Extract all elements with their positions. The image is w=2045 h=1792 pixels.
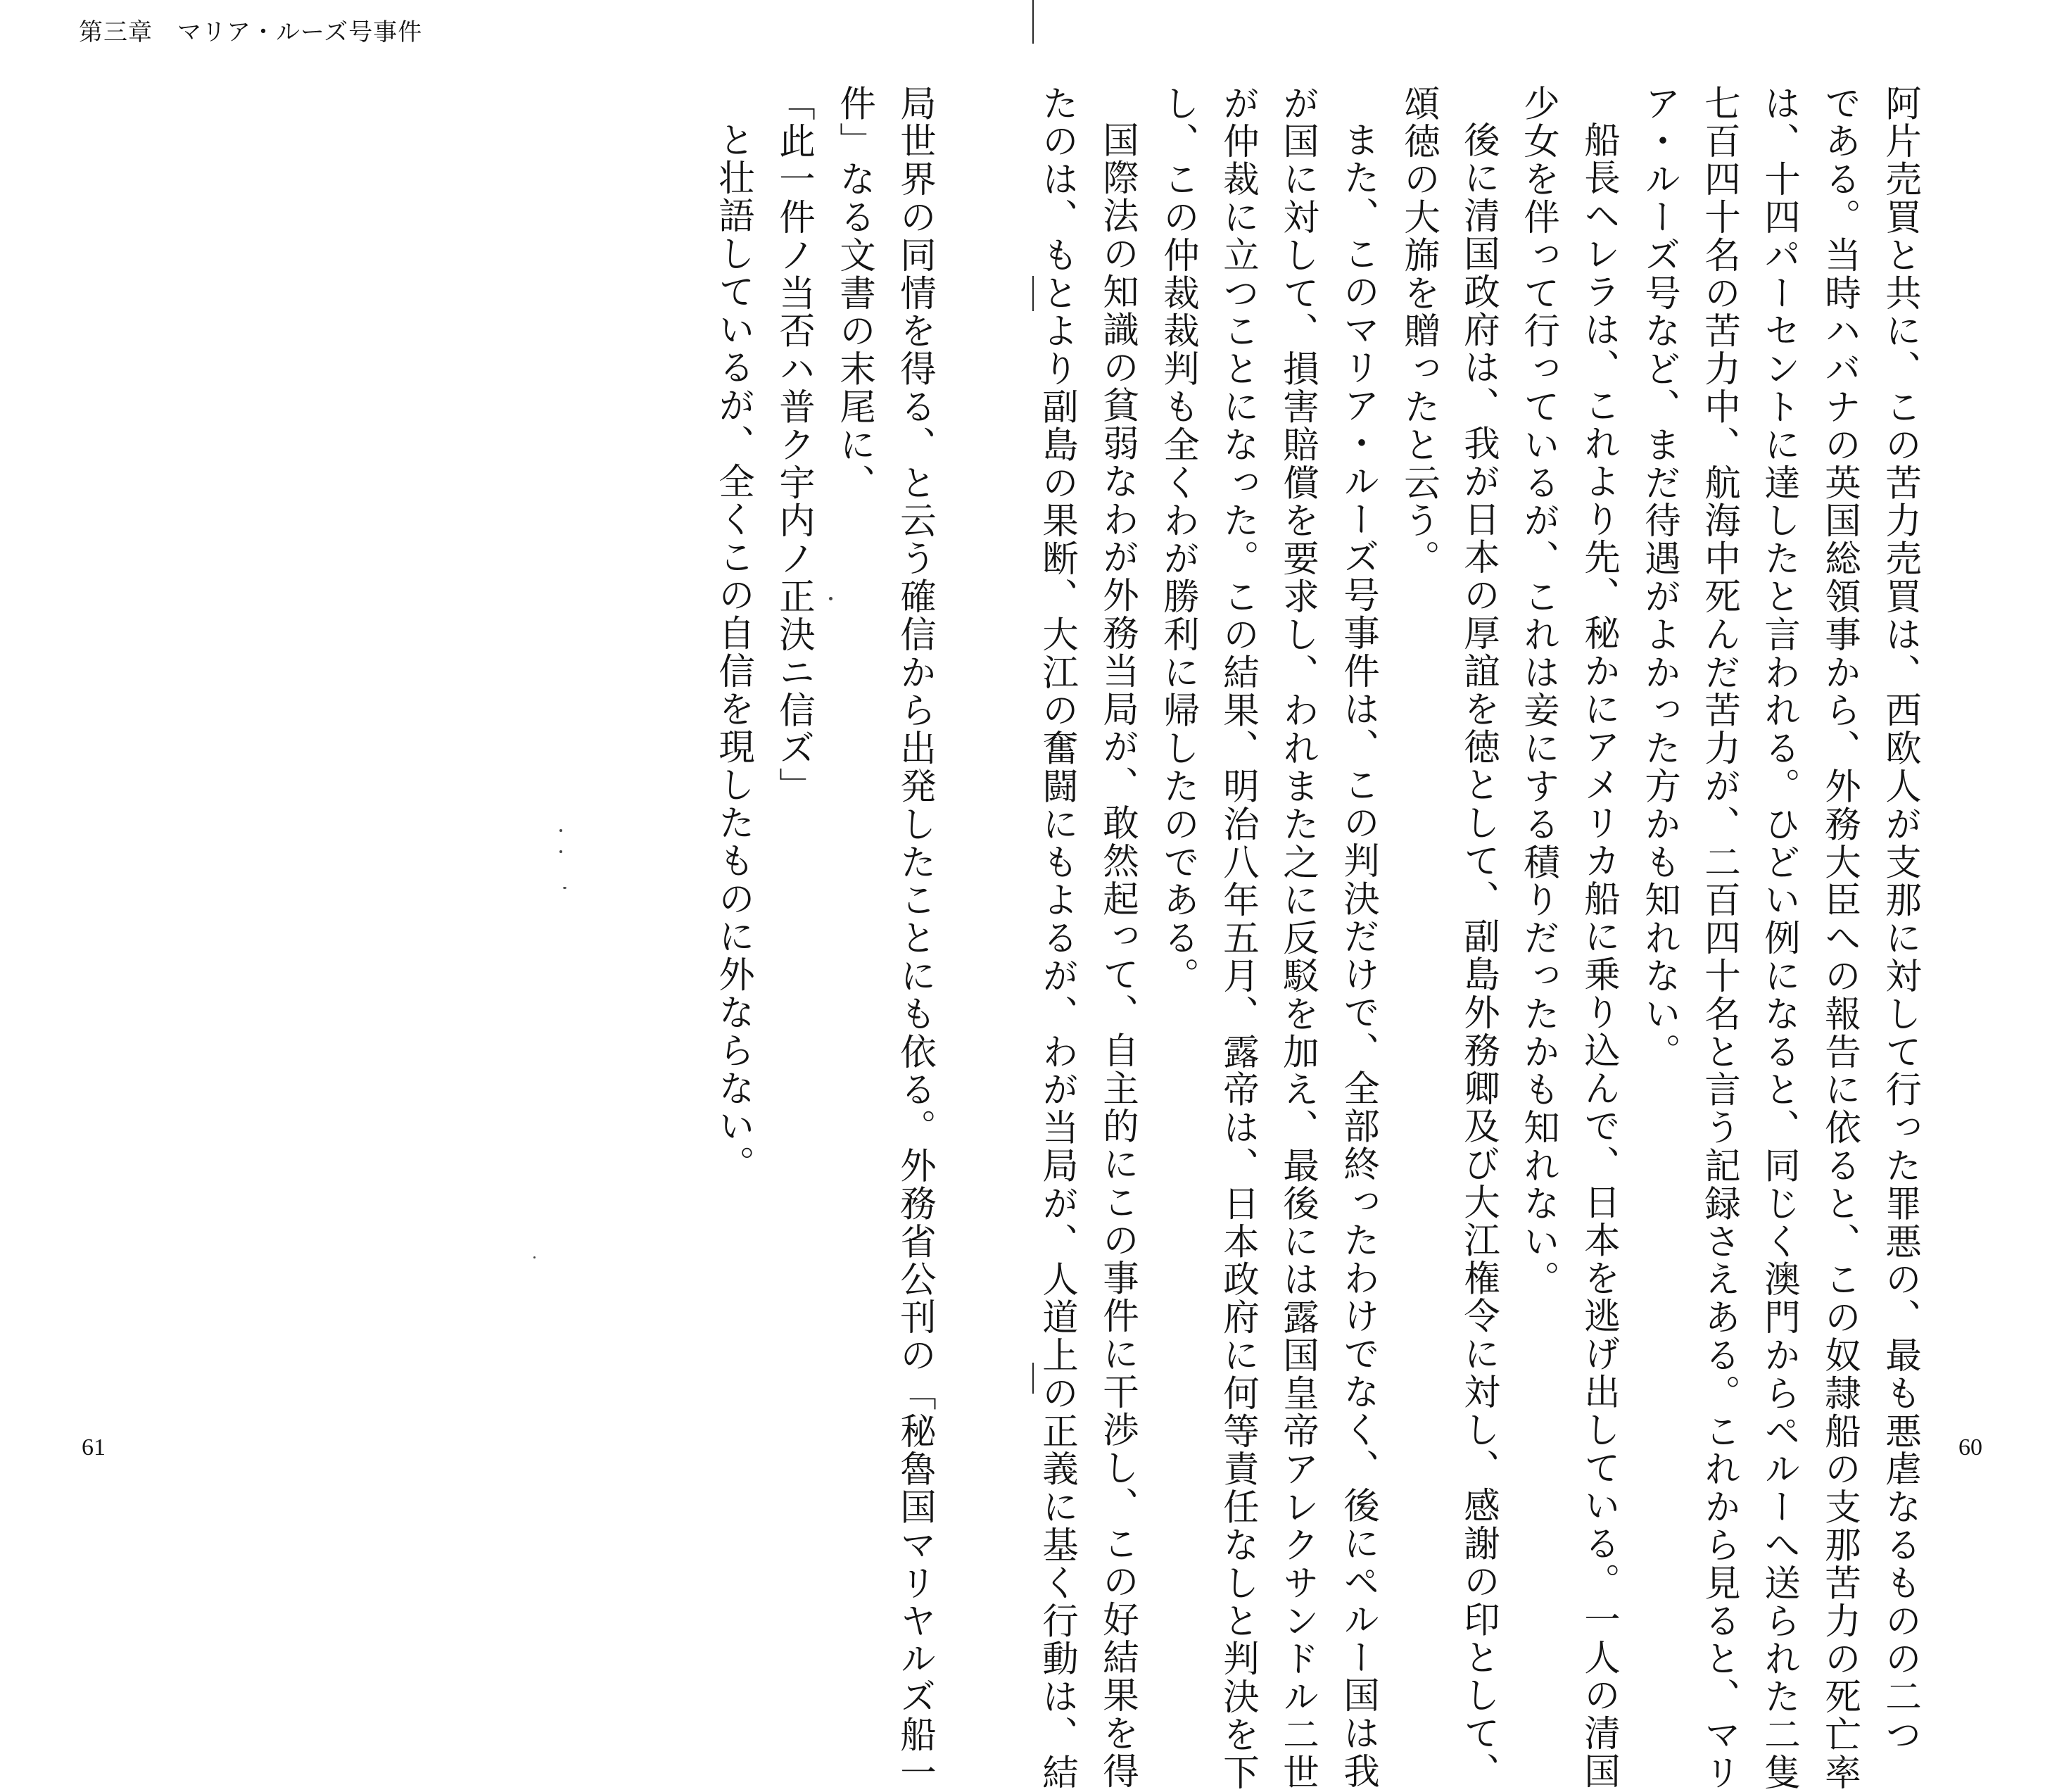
text-column: たのは、もとより副島の果断、大江の奮闘にもよるが、わが当局が、人道上の正義に基く行動は、結 — [1036, 84, 1078, 1792]
gutter-line — [1032, 1363, 1034, 1394]
text-column: と壮語しているが、全くこの自信を現したものに外ならない。 — [712, 121, 754, 1184]
text-column: 後に清国政府は、我が日本の厚誼を徳として、副島外務卿及び大江権令に対し、感謝の印として、 — [1457, 121, 1500, 1791]
page-number-left: 61 — [82, 1434, 106, 1460]
gutter-line — [1032, 276, 1034, 311]
text-column: 頌徳の大旆を贈ったと云う。 — [1398, 84, 1440, 578]
text-column: は、十四パーセントに達したと言われる。ひどい例になると、同じく澳門からペルーへ送られた二隻 — [1758, 84, 1800, 1792]
text-column: 少女を伴って行っているが、これは妾にする積りだったかも知れない。 — [1517, 84, 1559, 1299]
text-column: し、この仲裁裁判も全くわが勝利に帰したのである。 — [1157, 84, 1199, 995]
scan-speck — [533, 1256, 536, 1258]
text-column: が国に対して、損害賠償を要求し、われまた之に反駁を加え、最後には露国皇帝アレクサンドル二世 — [1277, 84, 1319, 1792]
text-column: 件」なる文書の末尾に、 — [833, 84, 875, 502]
gutter-line — [1032, 0, 1034, 44]
scan-speck — [559, 829, 562, 832]
text-column: が仲裁に立つことになった。この結果、明治八年五月、露帝は、日本政府に何等責任なしと判決を下 — [1217, 84, 1259, 1792]
text-column: ア・ルーズ号など、まだ待遇がよかった方かも知れない。 — [1638, 84, 1680, 1071]
text-column: 七百四十名の苦力中、航海中死んだ苦力が、二百四十名と言う記録さえある。これから見ると、マリ — [1698, 84, 1740, 1792]
text-column: また、このマリア・ルーズ号事件は、この判決だけで、全部終ったわけでなく、後にペルー国は我 — [1337, 121, 1379, 1791]
text-column: である。当時ハバナの英国総領事から、外務大臣への報告に依ると、この奴隷船の支那苦力の死亡率 — [1818, 84, 1861, 1792]
scan-speck — [559, 850, 562, 853]
scan-speck — [829, 597, 832, 600]
running-head: 第三章 マリア・ルーズ号事件 — [79, 18, 423, 46]
text-column: 「此一件ノ当否ハ普ク宇内ノ正決ニ信ズ」 — [773, 84, 815, 806]
text-column: 船長ヘレラは、これより先、秘かにアメリカ船に乗り込んで、日本を逃げ出している。一人の清国 — [1578, 121, 1620, 1791]
text-column: 局世界の同情を得る、と云う確信から出発したことにも依る。外務省公刊の「秘魯国マリヤルズ船一 — [894, 84, 936, 1792]
page-number-right: 60 — [1958, 1434, 1982, 1460]
text-column: 国際法の知識の貧弱なわが外務当局が、敢然起って、自主的にこの事件に干渉し、この好結果を得 — [1096, 121, 1139, 1791]
scan-speck — [563, 887, 566, 889]
text-column: 阿片売買と共に、この苦力売買は、西欧人が支那に対して行った罪悪の、最も悪虐なるものの二つ — [1879, 84, 1921, 1754]
